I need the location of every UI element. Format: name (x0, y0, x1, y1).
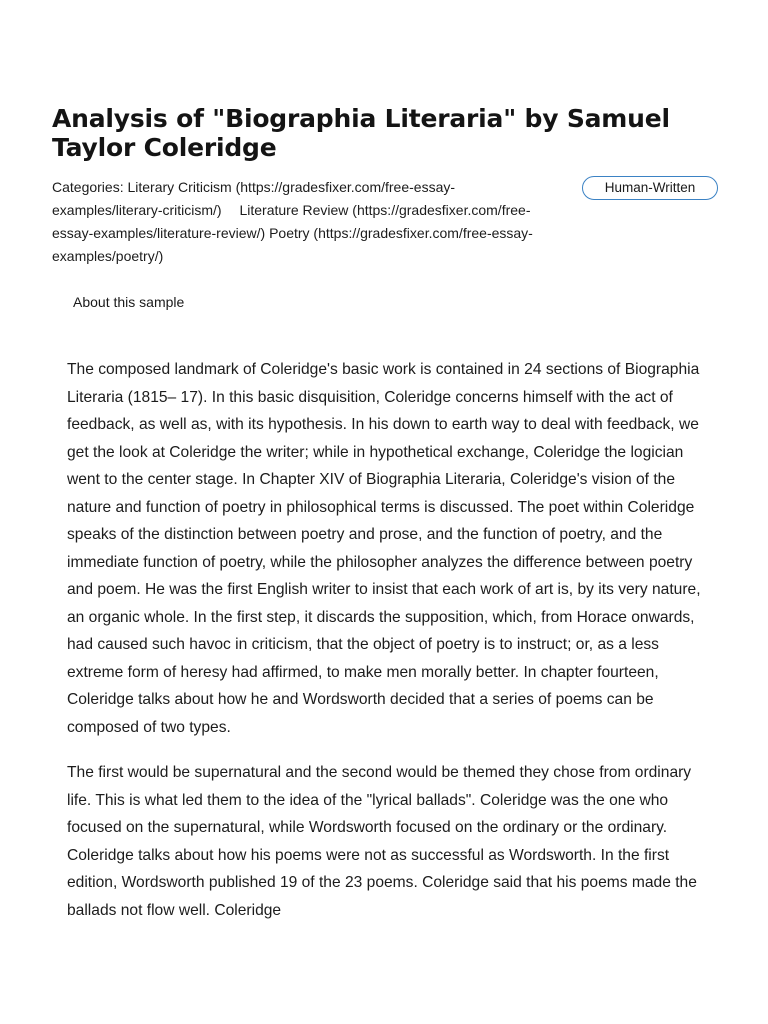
category-link-literary-criticism[interactable]: Literary Criticism (https://gradesfixer.com/free-essay-examples/literary-criticism/) (52, 179, 456, 218)
essay-paragraph: The first would be supernatural and the second would be themed they chose from ordinary life. This is what led them to the idea of the "lyrical ballads". Coleridge was the one who focused on the supernatural, while Wordsworth focused on the ordinary or the ordinary. Coleridge talks about how his poems were not as successful as Wordsworth. In the first edition, Wordsworth published 19 of the 23 poems. Coleridge said that his poems made the ballads not flow well. Coleridge (67, 764, 697, 919)
about-sample-toggle[interactable]: About this sample (73, 294, 185, 310)
categories-list (52, 176, 562, 268)
categories-label: Categories: (52, 179, 124, 195)
essay-body (67, 356, 717, 942)
human-written-badge: Human-Written (582, 176, 718, 200)
essay-paragraph: The composed landmark of Coleridge's basic work is contained in 24 sections of Biographia Literaria (1815– 17). In this basic disquisition, Coleridge concerns himself with the act of feedback, as well as, with its hypothesis. In his down to earth way to deal with feedback, we get the look at Coleridge the writer; while in hypothetical exchange, Coleridge the logician went to the center stage. In Chapter XIV of Biographia Literaria, Coleridge's vision of the nature and function of poetry in philosophical terms is discussed. The poet within Coleridge speaks of the distinction between poetry and prose, and the function of poetry, and the immediate function of poetry, while the philosopher analyzes the difference between poetry and poem. He was the first English writer to insist that each work of art is, by its very nature, an organic whole. In the first step, it discards the supposition, which, from Horace onwards, had caused such havoc in criticism, that the object of poetry is to instruct; or, as a less extreme form of heresy had affirmed, to make men morally better. In chapter fourteen, Coleridge talks about how he and Wordsworth decided that a series of poems can be composed of two types. (67, 361, 701, 736)
category-link-poetry[interactable]: Poetry (https://gradesfixer.com/free-essay-examples/poetry/) (52, 225, 533, 264)
category-link-literature-review[interactable]: Literature Review (https://gradesfixer.com/free-essay-examples/literature-review/) (52, 202, 531, 241)
page-title: Analysis of "Biographia Literaria" by Samuel Taylor Coleridge (52, 104, 670, 162)
